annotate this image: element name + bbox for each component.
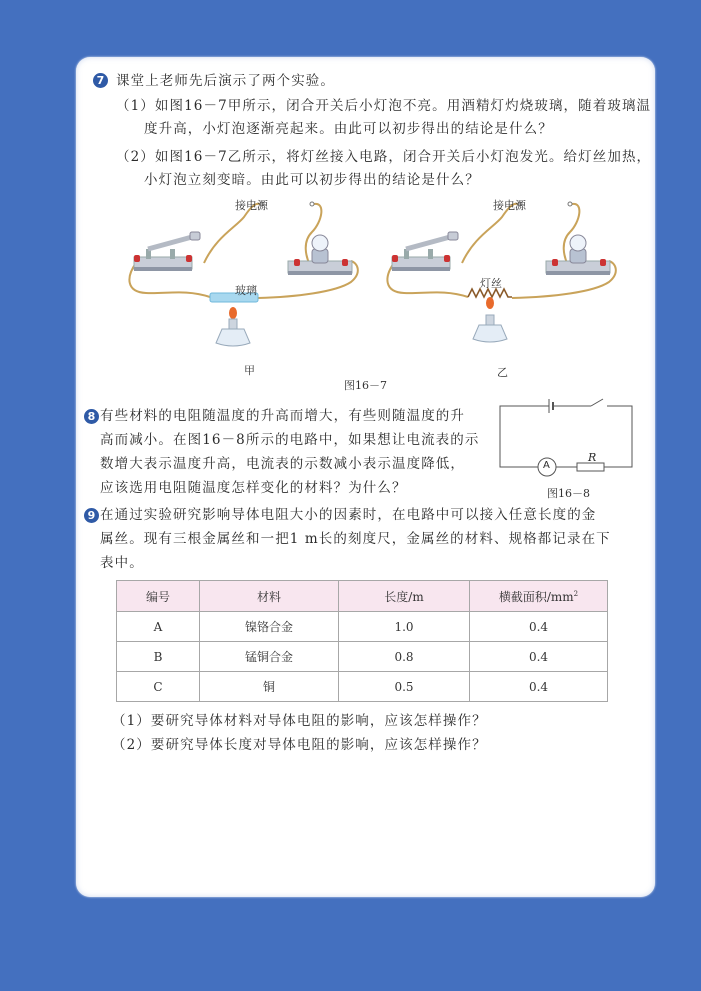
q9-sub1: （1）要研究导体材料对导体电阻的影响，应该怎样操作？ <box>112 713 487 729</box>
q7-part2-line2: 小灯泡立刻变暗。由此可以初步得出的结论是什么？ <box>144 172 480 188</box>
header-area-text: 横截面积/mm <box>498 589 574 604</box>
q9-line2: 属丝。现有三根金属丝和一把1 m长的刻度尺，金属丝的材料、规格都记录在下 <box>100 531 611 547</box>
cell-material: 镍铬合金 <box>200 612 339 642</box>
filament-label: 灯丝 <box>480 277 502 290</box>
header-material: 材料 <box>200 581 339 612</box>
resistor-label: R <box>588 451 597 464</box>
cell-id: A <box>117 612 200 642</box>
wire-spec-table <box>116 580 608 702</box>
header-id: 编号 <box>117 581 200 612</box>
table-row <box>117 672 608 702</box>
figure-left-caption: 甲 <box>244 364 255 377</box>
q7-part1-line1: （1）如图16－7甲所示，闭合开关后小灯泡不亮。用酒精灯灼烧玻璃，随着玻璃温 <box>116 98 652 114</box>
q8-line1: 有些材料的电阻随温度的升高而增大，有些则随温度的升 <box>100 408 465 424</box>
circuit-diagram-filament <box>384 197 624 357</box>
figure-right-caption: 乙 <box>497 366 508 379</box>
question-8-badge: 8 <box>84 409 99 424</box>
glass-label: 玻璃 <box>235 284 257 297</box>
table-header-row <box>117 581 608 612</box>
power-label-left: 接电源 <box>235 199 268 212</box>
q7-part1-line2: 度升高，小灯泡逐渐亮起来。由此可以初步得出的结论是什么？ <box>144 121 553 137</box>
cell-length: 1.0 <box>339 612 470 642</box>
q7-part2-line1: （2）如图16－7乙所示，将灯丝接入电路，闭合开关后小灯泡发光。给灯丝加热， <box>116 149 652 165</box>
q8-line2: 高而减小。在图16－8所示的电路中，如果想让电流表的示 <box>100 432 480 448</box>
cell-area: 0.4 <box>470 642 608 672</box>
question-7-badge: 7 <box>93 73 108 88</box>
circuit-diagram-16-8 <box>497 397 637 477</box>
figure-16-7-caption: 图16－7 <box>344 379 387 392</box>
header-area <box>470 581 608 612</box>
q7-stem: 课堂上老师先后演示了两个实验。 <box>116 73 335 89</box>
cell-length: 0.5 <box>339 672 470 702</box>
circuit-diagram-glass <box>126 197 366 357</box>
cell-area: 0.4 <box>470 672 608 702</box>
power-label-right: 接电源 <box>493 199 526 212</box>
header-area-sup: 2 <box>573 589 579 598</box>
cell-id: B <box>117 642 200 672</box>
header-length: 长度/m <box>339 581 470 612</box>
q9-line3: 表中。 <box>100 555 144 571</box>
ammeter-label: A <box>543 460 550 471</box>
cell-area: 0.4 <box>470 612 608 642</box>
cell-length: 0.8 <box>339 642 470 672</box>
q8-line4: 应该选用电阻随温度怎样变化的材料？为什么？ <box>100 480 407 496</box>
question-9-badge: 9 <box>84 508 99 523</box>
table-row <box>117 642 608 672</box>
q9-sub2: （2）要研究导体长度对导体电阻的影响，应该怎样操作？ <box>112 737 487 753</box>
cell-material: 铜 <box>200 672 339 702</box>
q8-line3: 数增大表示温度升高，电流表的示数减小表示温度降低， <box>100 456 465 472</box>
figure-16-8-caption: 图16－8 <box>547 487 590 500</box>
cell-material: 锰铜合金 <box>200 642 339 672</box>
q9-line1: 在通过实验研究影响导体电阻大小的因素时，在电路中可以接入任意长度的金 <box>100 507 597 523</box>
cell-id: C <box>117 672 200 702</box>
page-card <box>76 57 655 897</box>
table-row <box>117 612 608 642</box>
